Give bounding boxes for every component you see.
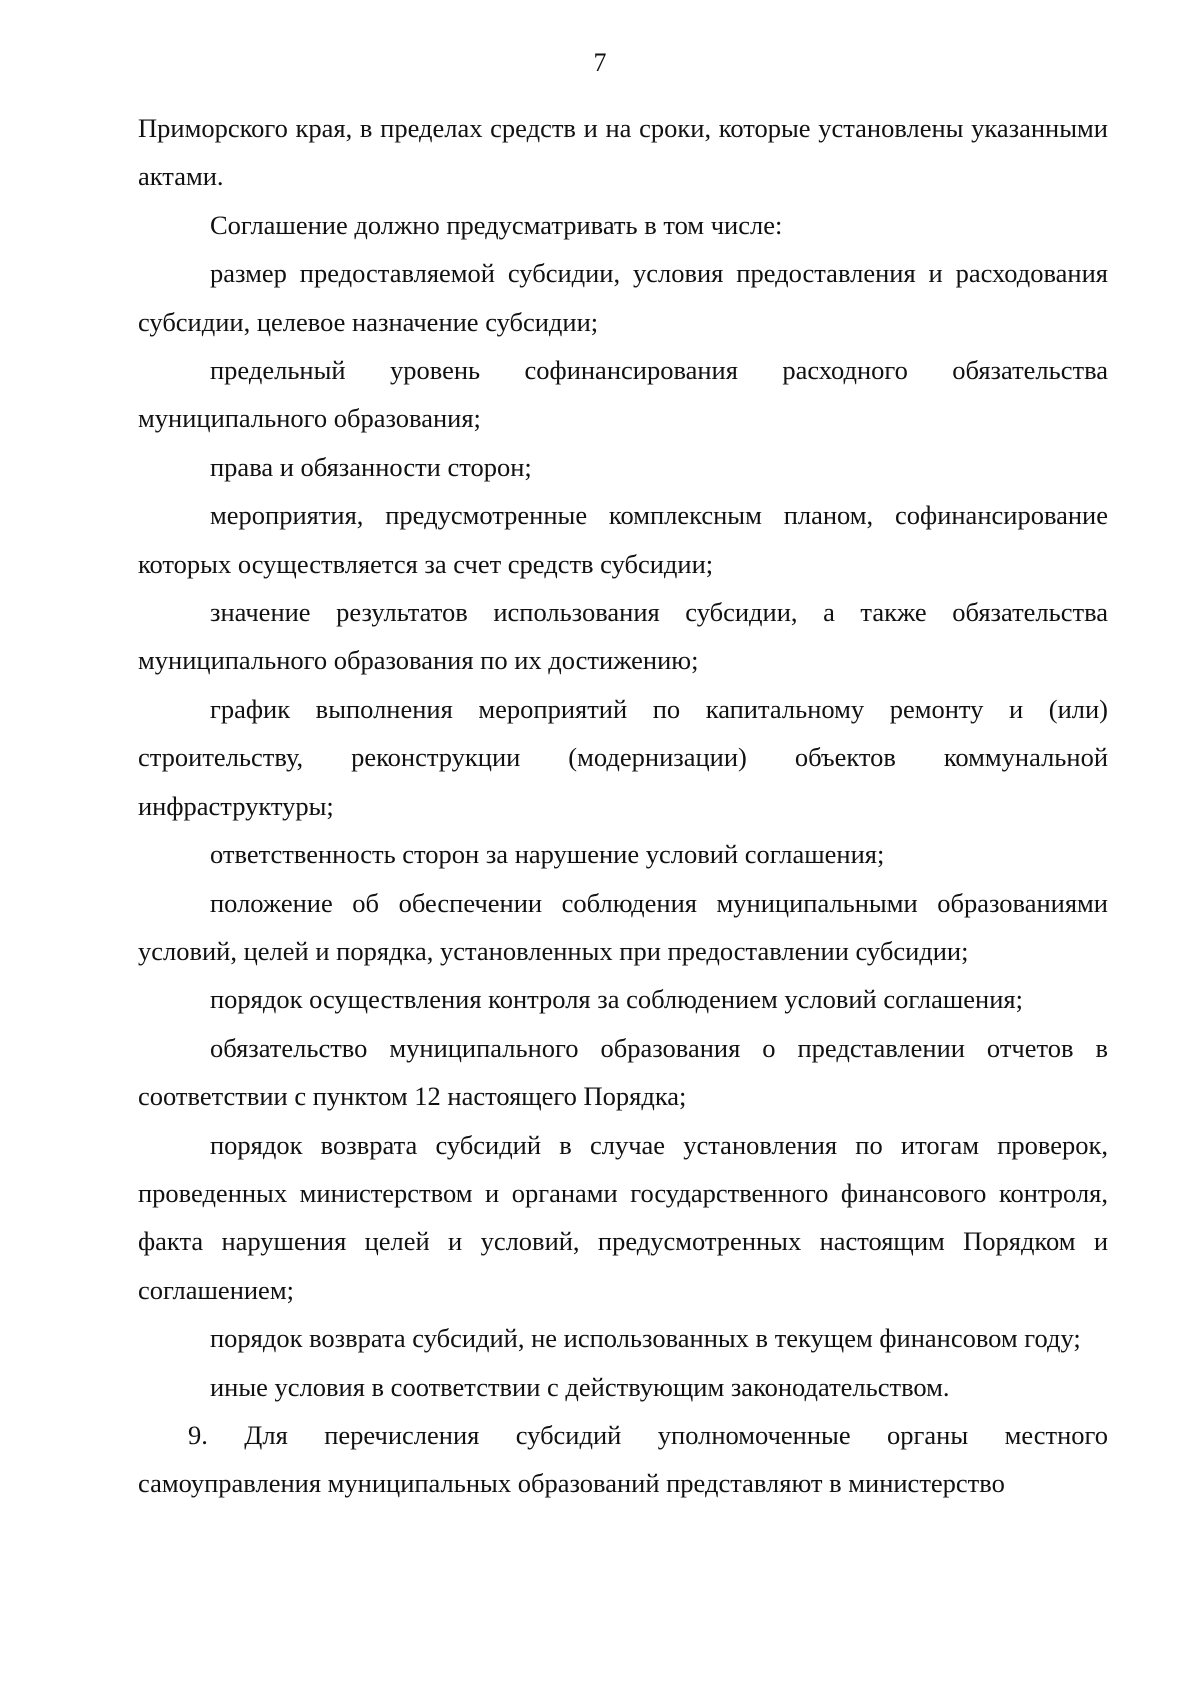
paragraph-return-violations: порядок возврата субсидий в случае установления по итогам проверок, проведенных министерством и органами государственного финансового контроля, факта нарушения целей и условий, предусмотренных настоящим Порядком и соглашением; <box>138 1129 1108 1305</box>
paragraph-schedule: график выполнения мероприятий по капитальному ремонту и (или) строительству, реконструкции (модернизации) объектов коммунальной инфраструктуры; <box>138 693 1108 821</box>
page-number: 7 <box>593 48 607 77</box>
paragraph-compliance: положение об обеспечении соблюдения муниципальными образованиями условий, целей и порядка, установленных при предоставлении субсидии; <box>138 887 1108 966</box>
paragraph-subsidy-size: размер предоставляемой субсидии, условия предоставления и расходования субсидии, целевое назначение субсидии; <box>138 258 1108 337</box>
paragraph-agreement-intro: Соглашение должно предусматривать в том числе: <box>210 209 783 240</box>
paragraph-results: значение результатов использования субсидии, а также обязательства муниципального образования по их достижению; <box>138 597 1108 676</box>
paragraph-item-9: 9. Для перечисления субсидий уполномоченные органы местного самоуправления муниципальных образований представляют в министерство <box>138 1419 1108 1499</box>
paragraph-cofinancing-level: предельный уровень софинансирования расходного обязательства муниципального образования; <box>138 355 1108 434</box>
document-body <box>138 104 1108 1508</box>
paragraph-return-unused: порядок возврата субсидий, не использованных в текущем финансовом году; <box>210 1323 1081 1354</box>
paragraph-rights-duties: права и обязанности сторон; <box>210 451 532 482</box>
paragraph-activities: мероприятия, предусмотренные комплексным планом, софинансирование которых осуществляется за счет средств субсидии; <box>138 500 1108 579</box>
paragraph-responsibility: ответственность сторон за нарушение условий соглашения; <box>210 839 885 870</box>
paragraph-reports: обязательство муниципального образования о представлении отчетов в соответствии с пунктом 12 настоящего Порядка; <box>138 1032 1108 1112</box>
paragraph-other-conditions: иные условия в соответствии с действующим законодательством. <box>210 1371 950 1402</box>
paragraph-control: порядок осуществления контроля за соблюдением условий соглашения; <box>210 984 1023 1015</box>
paragraph-continuation: Приморского края, в пределах средств и на сроки, которые установлены указанными актами. <box>138 113 1108 192</box>
